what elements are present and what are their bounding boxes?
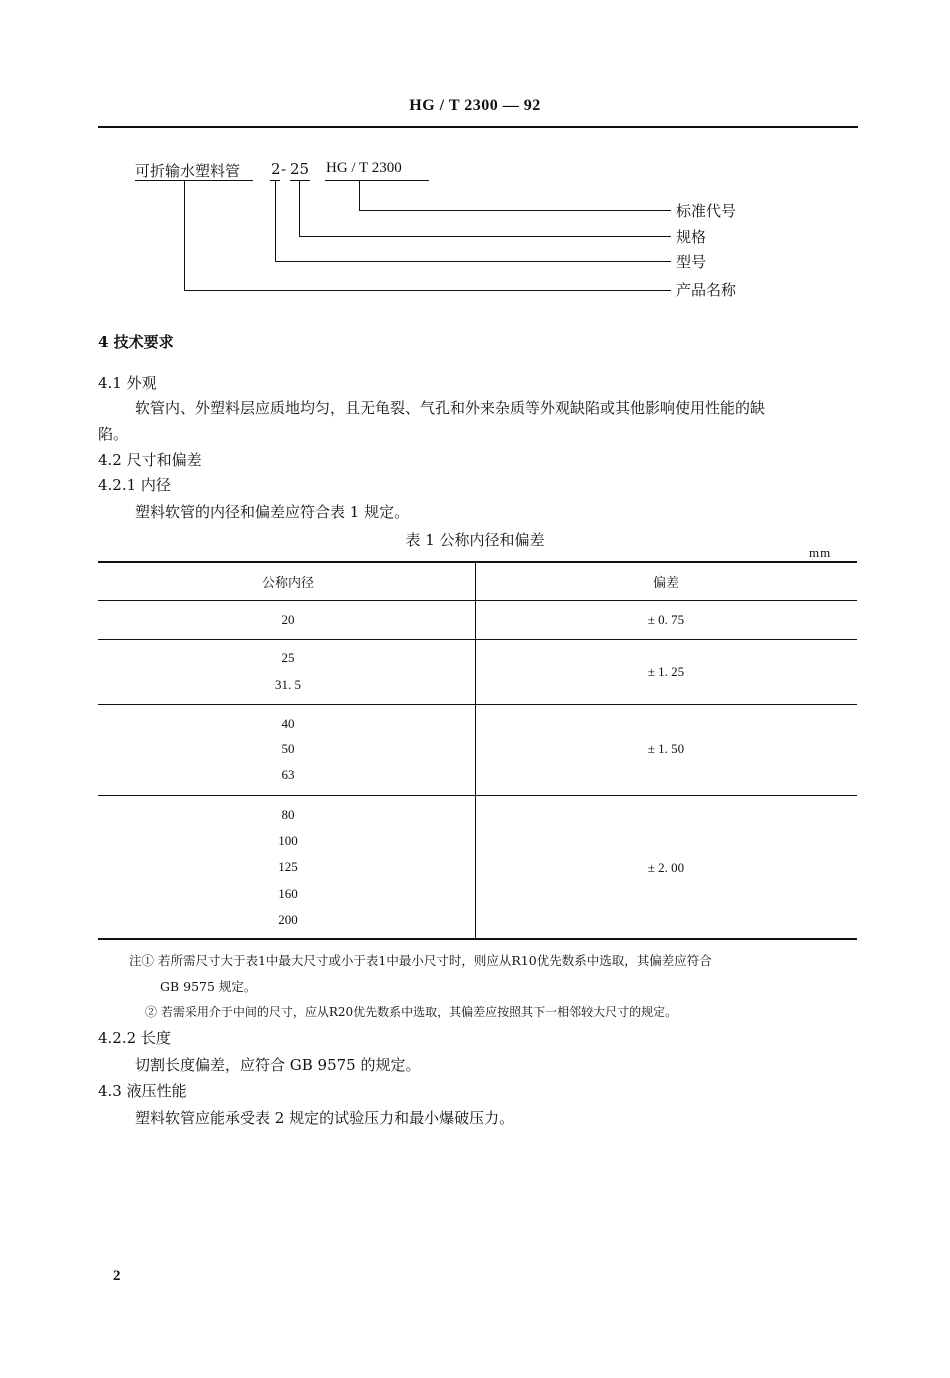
label-product-name: 产品名称: [676, 281, 737, 299]
table-header-rule: [98, 600, 857, 601]
section-4-1-text-line1: 软管内、外塑料层应质地均匀，且无龟裂、气孔和外来杂质等外观缺陷或其他影响使用性能的缺: [135, 399, 766, 417]
table-bottom-rule: [98, 938, 857, 940]
table-cell-diameter: 125: [278, 859, 298, 874]
size-code: 25: [290, 160, 310, 178]
table-row-rule: [98, 704, 857, 705]
dash: -: [281, 160, 287, 178]
table-cell-diameter: 31. 5: [275, 677, 301, 692]
table-cell-diameter: 63: [281, 767, 295, 782]
connector-size-v: [299, 181, 300, 237]
table-cell-diameter: 200: [278, 912, 298, 927]
connector-type-v: [275, 181, 276, 262]
standard-code: HG / T 2300: [326, 160, 402, 176]
table-cell-diameter: 40: [281, 716, 295, 731]
header-rule: [98, 126, 858, 128]
table-cell-deviation: ± 2. 00: [647, 860, 685, 875]
section-4-2-2-text: 切割长度偏差，应符合 GB 9575 的规定。: [135, 1056, 421, 1074]
underline-size: [290, 180, 310, 181]
table-cell-deviation: ± 1. 25: [647, 664, 685, 679]
label-standard-code: 标准代号: [676, 202, 737, 220]
section-4-1-title: 4.1 外观: [98, 374, 157, 392]
table-header-diameter: 公称内径: [261, 575, 314, 590]
table-cell-diameter: 100: [278, 833, 298, 848]
note-2: ② 若需采用介于中间的尺寸，应从R20优先数系中选取，其偏差应按照其下一相邻较大尺寸的规定。: [145, 1005, 678, 1019]
connector-product-v: [184, 181, 185, 291]
section-4-2-2-title: 4.2.2 长度: [98, 1029, 171, 1047]
page-header-standard-code: HG / T 2300 — 92: [409, 97, 541, 114]
table-row-rule: [98, 639, 857, 640]
section-4-2-1-text: 塑料软管的内径和偏差应符合表 1 规定。: [135, 503, 410, 521]
connector-size-h: [299, 236, 671, 237]
section-4-2-title: 4.2 尺寸和偏差: [98, 451, 202, 469]
connector-standard-v: [359, 181, 360, 211]
label-specification: 规格: [676, 228, 707, 246]
table-cell-diameter: 160: [278, 886, 298, 901]
table-caption: 表 1 公称内径和偏差: [405, 531, 545, 549]
table-column-divider: [475, 562, 476, 939]
section-4-1-text-line2: 陷。: [98, 425, 129, 443]
table-cell-diameter: 20: [281, 612, 295, 627]
section-4-2-1-title: 4.2.1 内径: [98, 476, 171, 494]
table-header-deviation: 偏差: [652, 575, 679, 590]
note-1-line1: 注① 若所需尺寸大于表1中最大尺寸或小于表1中最小尺寸时，则应从R10优先数系中选取，其偏差应符合: [129, 953, 712, 968]
section-4-3-text: 塑料软管应能承受表 2 规定的试验压力和最小爆破压力。: [135, 1109, 515, 1127]
connector-product-h: [184, 290, 671, 291]
table-cell-diameter: 50: [281, 741, 295, 756]
label-type: 型号: [676, 253, 707, 271]
underline-product: [135, 180, 253, 181]
underline-standard: [325, 180, 429, 181]
page-number: 2: [113, 1268, 121, 1284]
section-4-3-title: 4.3 液压性能: [98, 1082, 187, 1100]
product-name-code: 可折输水塑料管: [135, 162, 241, 180]
table-cell-deviation: ± 0. 75: [647, 612, 685, 627]
note-1-line2: GB 9575 规定。: [160, 979, 257, 994]
table-cell-diameter: 80: [281, 807, 295, 822]
type-code: 2: [271, 160, 281, 178]
table-row-rule: [98, 795, 857, 796]
connector-type-h: [275, 261, 671, 262]
table-top-rule: [98, 561, 857, 563]
table-unit: mm: [809, 545, 832, 560]
table-cell-deviation: ± 1. 50: [647, 741, 685, 756]
section-4-title: 4 技术要求: [98, 333, 174, 351]
table-cell-diameter: 25: [281, 650, 295, 665]
connector-standard-h: [359, 210, 671, 211]
